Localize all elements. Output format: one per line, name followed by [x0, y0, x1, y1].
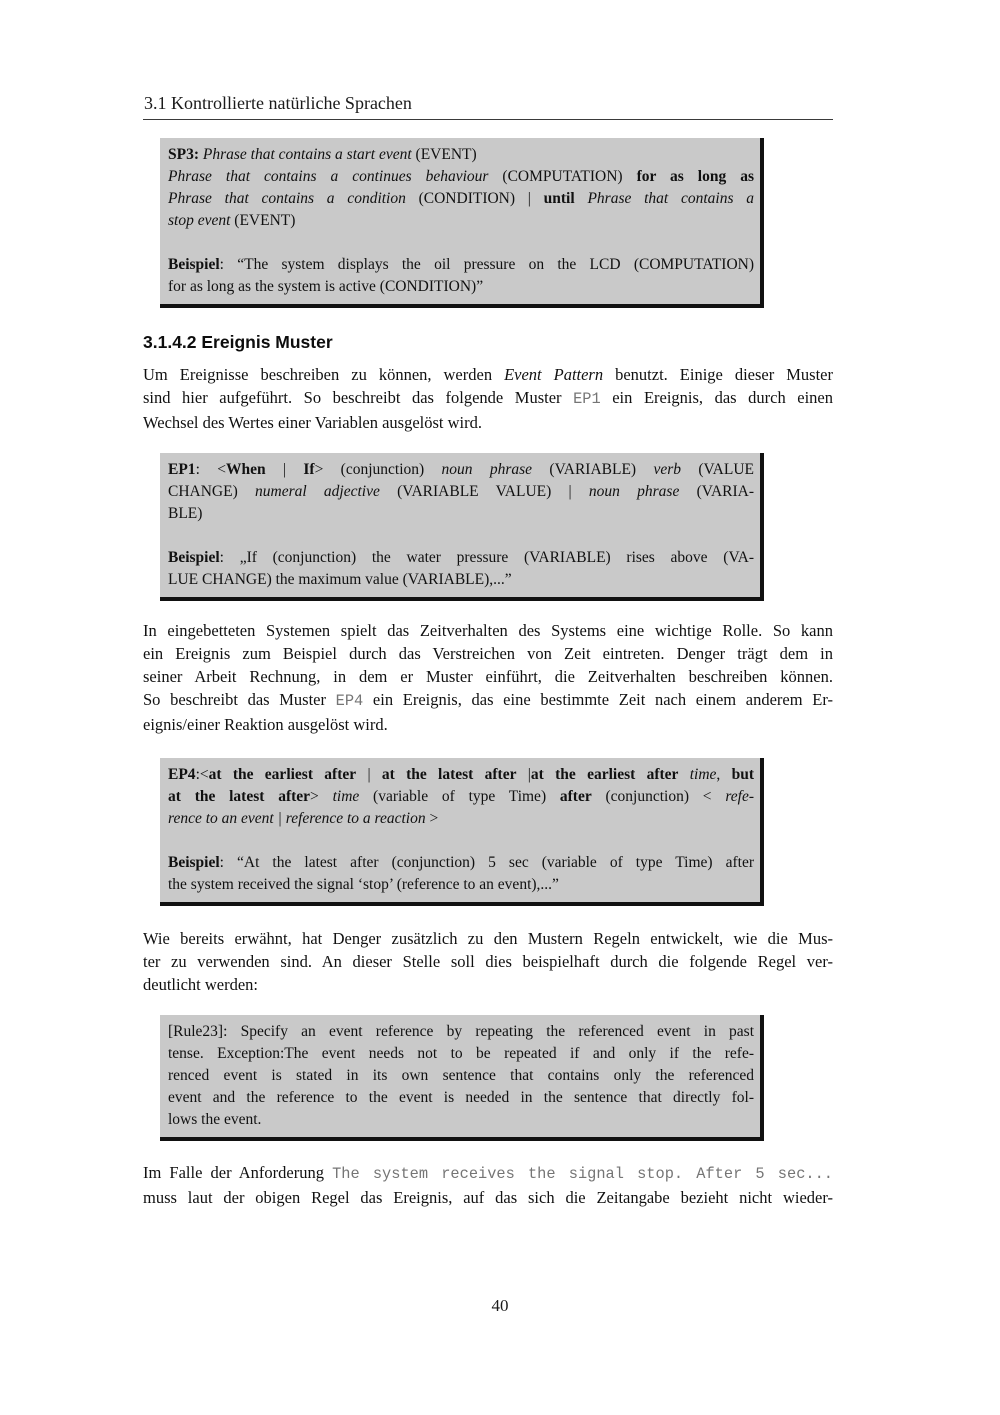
- text-segment: (CONDITION) |: [405, 190, 544, 207]
- text-segment: Um Ereignisse beschreiben zu können, werden: [143, 365, 505, 384]
- text-segment: tense. Exception:The event needs not to be repeated if and only if the refe-: [168, 1045, 754, 1062]
- text-line: [168, 459, 754, 481]
- text-line: [168, 481, 754, 503]
- text-line: [168, 852, 754, 874]
- text-line: [143, 411, 833, 434]
- section-heading: 3.1.4.2 Ereignis Muster: [143, 332, 333, 352]
- text-segment: at the latest after: [381, 766, 517, 783]
- text-segment: BLE): [168, 505, 203, 522]
- text-segment: In eingebetteten Systemen spielt das Zeitverhalten des Systems eine wichtige Rolle. So kann: [143, 621, 833, 640]
- text-segment: deutlicht werden:: [143, 975, 259, 994]
- text-line: [168, 210, 754, 232]
- text-segment: (conjunction) <: [591, 788, 726, 805]
- text-segment: (VARIABLE): [532, 461, 654, 478]
- text-line: [143, 642, 833, 665]
- text-line: [143, 713, 833, 736]
- page-number: 40: [491, 1296, 509, 1315]
- text-segment: (EVENT): [230, 212, 296, 229]
- text-segment: at the earliest after: [208, 766, 357, 783]
- text-segment: [Rule23]: Specify an event reference by repeating the referenced event in past: [168, 1023, 754, 1040]
- text-segment: at the latest after: [168, 788, 311, 805]
- text-line: [168, 547, 754, 569]
- text-line: [143, 665, 833, 688]
- text-segment: Beispiel: [168, 256, 220, 273]
- text-line: [168, 808, 754, 830]
- text-segment: Wie bereits erwähnt, hat Denger zusätzlich zu den Mustern Regeln entwickelt, wie die Mus-: [143, 929, 833, 948]
- text-segment: rence to an event | reference to a reaction: [168, 810, 426, 827]
- text-segment: verb: [653, 461, 681, 478]
- text-segment: |: [516, 766, 531, 783]
- text-segment: ein Ereignis, das eine bestimmte Zeit nach einem anderem Er-: [363, 690, 833, 709]
- pattern-box-sp3: [160, 138, 764, 308]
- text-segment: muss laut der obigen Regel das Ereignis, auf das sich die Zeitangabe bezieht nicht wieder-: [143, 1188, 833, 1207]
- text-segment: numeral adjective: [255, 483, 380, 500]
- text-segment: for as long as the system is active (CONDITION)”: [168, 278, 484, 295]
- text-segment: lows the event.: [168, 1111, 262, 1128]
- text-segment: Beispiel: [168, 549, 220, 566]
- text-segment: EP1: [168, 461, 196, 478]
- text-segment: :<: [195, 766, 209, 783]
- text-line: [168, 144, 754, 166]
- text-segment: renced event is stated in its own sentence that contains only the referenced: [168, 1067, 754, 1084]
- text-segment: LUE CHANGE) the maximum value (VARIABLE),...”: [168, 571, 512, 588]
- text-segment: time: [332, 788, 360, 805]
- text-segment: ein Ereignis zum Beispiel durch das Verstreichen von Zeit eintreten. Denger trägt dem in: [143, 644, 833, 663]
- text-line: [168, 188, 754, 210]
- text-line: [143, 386, 833, 411]
- text-segment: > (conjunction): [314, 461, 442, 478]
- text-segment: until: [543, 190, 575, 207]
- text-line: [168, 525, 754, 547]
- text-segment: CHANGE): [168, 483, 255, 500]
- text-segment: : “The system displays the oil pressure on the LCD (COMPUTATION): [219, 256, 754, 273]
- text-line: [168, 764, 754, 786]
- text-segment: Phrase that contains a start event: [202, 146, 412, 163]
- text-line: [168, 874, 754, 896]
- text-segment: the system received the signal ‘stop’ (reference to an event),...”: [168, 876, 559, 893]
- running-header-title: 3.1 Kontrollierte natürliche Sprachen: [144, 93, 412, 113]
- text-segment: at the earliest after: [530, 766, 679, 783]
- text-segment: sind hier aufgeführt. So beschreibt das folgende Muster: [143, 388, 574, 407]
- text-segment: SP3:: [168, 146, 199, 163]
- text-line: [143, 950, 833, 973]
- paragraph-2: [143, 619, 833, 736]
- text-segment: (VALUE: [680, 461, 755, 478]
- page-content: [143, 0, 833, 1209]
- text-line: [143, 927, 833, 950]
- monospace-text: EP1: [573, 390, 601, 408]
- text-segment: for as long as: [636, 168, 754, 185]
- paragraph-4: [143, 1161, 833, 1209]
- text-segment: but: [731, 766, 755, 783]
- text-line: [143, 1161, 833, 1186]
- text-segment: Phrase that contains a: [587, 190, 754, 207]
- text-segment: >: [425, 810, 439, 827]
- text-segment: (variable of type Time): [359, 788, 560, 805]
- text-segment: stop event: [168, 212, 231, 229]
- text-segment: seiner Arbeit Rechnung, in dem er Muster einführt, die Zeitverhalten beschreiben können.: [143, 667, 833, 686]
- text-segment: Event Pattern: [504, 365, 604, 384]
- text-segment: time: [689, 766, 717, 783]
- text-segment: [678, 766, 689, 783]
- text-line: [168, 786, 754, 808]
- text-segment: Phrase that contains a continues behaviour: [168, 168, 489, 185]
- text-segment: So beschreibt das Muster: [143, 690, 336, 709]
- text-segment: Im Falle der Anforderung: [143, 1163, 333, 1182]
- pattern-box-ep1: [160, 453, 764, 601]
- text-line: [168, 503, 754, 525]
- paragraph-1: [143, 363, 833, 434]
- text-segment: : “At the latest after (conjunction) 5 sec (variable of type Time) after: [219, 854, 754, 871]
- text-line: [168, 1043, 754, 1065]
- text-segment: Wechsel des Wertes einer Variablen ausgelöst wird.: [143, 413, 482, 432]
- text-line: [143, 363, 833, 386]
- text-segment: ter zu verwenden sind. An dieser Stelle soll dies beispielhaft durch die folgende Regel ver-: [143, 952, 833, 971]
- pattern-box-ep4: [160, 758, 764, 906]
- text-segment: noun phrase: [441, 461, 533, 478]
- text-segment: [575, 190, 588, 207]
- rule-box-rule23: [160, 1015, 764, 1141]
- text-segment: : <: [195, 461, 226, 478]
- text-segment: (VARIABLE VALUE) |: [379, 483, 589, 500]
- text-line: [168, 254, 754, 276]
- running-header: [143, 93, 833, 120]
- text-segment: (EVENT): [411, 146, 477, 163]
- text-segment: |: [265, 461, 304, 478]
- text-line: [168, 232, 754, 254]
- text-segment: (VARIA-: [679, 483, 754, 500]
- text-line: [143, 973, 833, 996]
- text-line: [168, 1021, 754, 1043]
- text-segment: If: [303, 461, 315, 478]
- text-line: [168, 276, 754, 298]
- monospace-text: EP4: [335, 692, 364, 710]
- text-segment: Beispiel: [168, 854, 220, 871]
- text-line: [168, 569, 754, 591]
- text-line: [168, 1065, 754, 1087]
- text-segment: after: [559, 788, 592, 805]
- text-segment: eignis/einer Reaktion ausgelöst wird.: [143, 715, 388, 734]
- text-segment: |: [356, 766, 382, 783]
- text-segment: ein Ereignis, das durch einen: [600, 388, 833, 407]
- text-line: [143, 619, 833, 642]
- text-segment: (COMPUTATION): [488, 168, 637, 185]
- text-line: [168, 830, 754, 852]
- text-segment: >: [310, 788, 333, 805]
- text-line: [168, 1087, 754, 1109]
- monospace-text: The system receives the signal stop. After 5 sec...: [332, 1165, 833, 1183]
- text-segment: benutzt. Einige dieser Muster: [603, 365, 833, 384]
- text-line: [168, 166, 754, 188]
- text-segment: Phrase that contains a condition: [168, 190, 406, 207]
- text-segment: event and the reference to the event is needed in the sentence that directly fol-: [168, 1089, 754, 1106]
- text-line: [168, 1109, 754, 1131]
- text-segment: : „If (conjunction) the water pressure (VARIABLE) rises above (VA-: [219, 549, 754, 566]
- text-line: [143, 1186, 833, 1209]
- text-segment: ,: [716, 766, 732, 783]
- text-segment: When: [225, 461, 266, 478]
- text-segment: refe-: [725, 788, 755, 805]
- text-segment: noun phrase: [588, 483, 680, 500]
- paragraph-3: [143, 927, 833, 996]
- text-segment: EP4: [168, 766, 196, 783]
- text-line: [143, 688, 833, 713]
